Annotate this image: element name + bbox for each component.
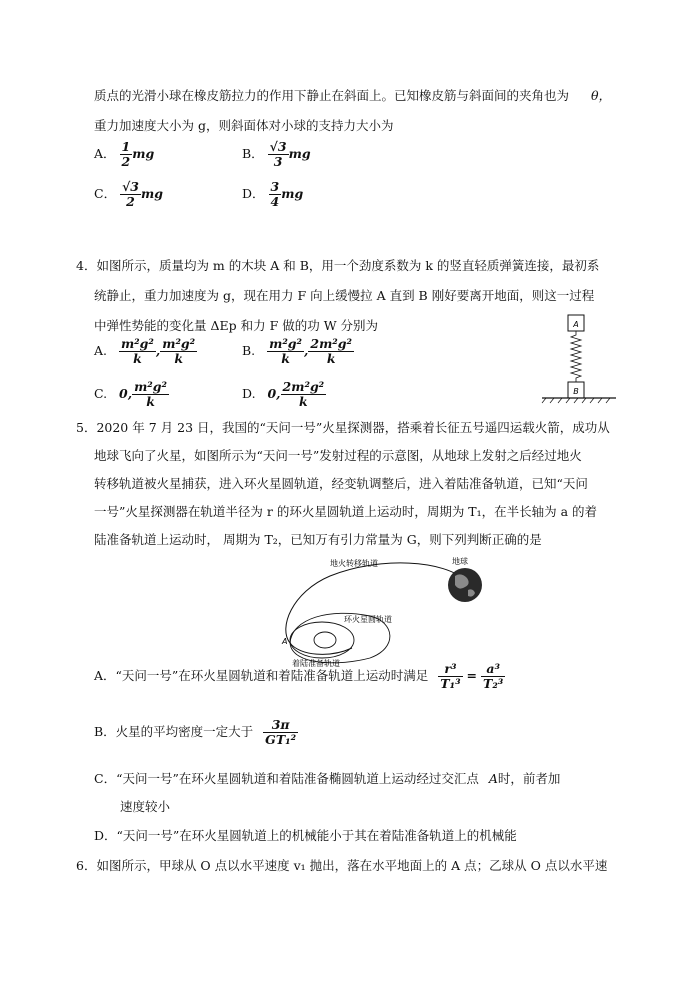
orbit-figure — [270, 548, 490, 676]
fraction: $\frac{√3}{3}$ — [269, 139, 287, 169]
q5-option-c[interactable]: C．“天问一号”在环火星圆轨道和着陆准备椭圆轨道上运动经过交汇点 A时，前者加 — [94, 771, 561, 786]
q5-option-d[interactable]: D．“天问一号”在环火星圆轨道上的机械能小于其在着陆准备轨道上的机械能 — [94, 828, 517, 843]
fraction: $\frac{\text{2m²g²}}{k}$ — [310, 336, 352, 366]
q3-option-d[interactable]: D． $\frac{3}{4}$ mg — [242, 179, 304, 209]
fraction: $\frac{\text{m²g²}}{k}$ — [269, 336, 303, 366]
q5-line-3: 转移轨道被火星捕获，进入环火星圆轨道，经变轨调整后，进入着陆准备轨道，已知“天问 — [94, 476, 588, 491]
circular-orbit-label: 环火星圆轨道 — [344, 615, 392, 624]
q5-option-b[interactable]: B．火星的平均密度一定大于 $\frac{3\pi}{\text{GT₁²}}$ — [94, 717, 297, 747]
q3-option-c[interactable]: C． $\frac{√3}{2}$ mg — [94, 179, 163, 209]
q4-option-c[interactable]: C. 0, $\frac{\text{m²g²}}{k}$ — [94, 379, 167, 409]
q4-line-3: 中弹性势能的变化量 ΔEp 和力 F 做的功 W 分别为 — [94, 318, 379, 333]
q4-line-2: 统静止，重力加速度为 g，现在用力 F 向上缓慢拉 A 直到 B 刚好要离开地面，则这一过程 — [94, 288, 595, 303]
fraction: $\frac{\text{m²g²}}{k}$ — [120, 336, 154, 366]
q5-line-2: 地球飞向了火星，如图所示为“天问一号”发射过程的示意图，从地球上发射之后经过地火 — [94, 448, 582, 463]
theta-symbol: θ， — [591, 88, 612, 103]
fraction: $\frac{√3}{2}$ — [122, 179, 139, 209]
fraction: $\frac{1}{2}$ — [121, 139, 131, 169]
landing-orbit-label: 着陆准备轨道 — [292, 659, 340, 668]
spring — [571, 331, 581, 382]
block-a-label: A — [573, 320, 579, 329]
fraction: $\frac{\text{r³}}{\text{T₁³}}$ — [440, 661, 461, 691]
ground-hatching — [542, 398, 610, 403]
fraction: $\frac{\text{m²g²}}{k}$ — [134, 379, 167, 409]
q3-line-2: 重力加速度大小为 g，则斜面体对小球的支持力大小为 — [94, 118, 394, 133]
mars — [314, 632, 336, 648]
q5-option-a[interactable]: A．“天问一号”在环火星圆轨道和着陆准备轨道上运动时满足 $\frac{\text{r³}}{\text{T₁³}}$ = $\frac{\text{a³}}{\text{T₂³}}$ — [94, 661, 504, 691]
spring-block-figure — [540, 310, 620, 410]
fraction: $\frac{\text{m²g²}}{k}$ — [162, 336, 196, 366]
q4-option-b[interactable]: B. $\frac{\text{m²g²}}{k}$ , $\frac{\text{2m²g²}}{k}$ — [242, 336, 352, 366]
transfer-orbit-label: 地火转移轨道 — [330, 559, 378, 568]
q3-line-1: 质点的光滑小球在橡皮筋拉力的作用下静止在斜面上。已知橡皮筋与斜面间的夹角也为 θ， — [94, 88, 612, 103]
fraction: $\frac{3\pi}{\text{GT₁²}}$ — [265, 717, 297, 747]
q4-option-a[interactable]: A. $\frac{\text{m²g²}}{k}$ , $\frac{\text{m²g²}}{k}$ — [94, 336, 196, 366]
q6-line-1: 6．如图所示，甲球从 O 点以水平速度 v₁ 抛出，落在水平地面上的 A 点；乙球从 O 点以水平速 — [76, 858, 608, 873]
earth-label: 地球 — [452, 557, 468, 566]
block-b-label: B — [573, 387, 579, 396]
q4-line-1: 4．如图所示，质量均为 m 的木块 A 和 B，用一个劲度系数为 k 的竖直轻质弹簧连接，最初系 — [76, 258, 600, 273]
q5-line-5: 陆准备轨道上运动时， 周期为 T₂，已知万有引力常量为 G，则下列判断正确的是 — [94, 532, 542, 547]
q5-line-4: 一号”火星探测器在轨道半径为 r 的环火星圆轨道上运动时，周期为 T₁，在半长轴为 a 的着 — [94, 504, 598, 519]
q3-option-a[interactable]: A． $\frac{1}{2}$ mg — [94, 139, 155, 169]
q4-option-d[interactable]: D. 0, $\frac{\text{2m²g²}}{k}$ — [242, 379, 325, 409]
landing-orbit — [290, 622, 354, 658]
transfer-orbit — [286, 563, 466, 654]
q5-option-c-cont: 速度较小 — [120, 799, 171, 814]
q5-line-1: 5．2020 年 7 月 23 日，我国的“天问一号”火星探测器，搭乘着长征五号遥四运载火箭，成功从 — [76, 420, 610, 435]
fraction: $\frac{\text{a³}}{\text{T₂³}}$ — [483, 661, 504, 691]
point-a-label: A — [282, 637, 288, 646]
fraction: $\frac{\text{2m²g²}}{k}$ — [282, 379, 325, 409]
fraction: $\frac{3}{4}$ — [270, 179, 280, 209]
q3-option-b[interactable]: B． $\frac{√3}{3}$ mg — [242, 139, 311, 169]
